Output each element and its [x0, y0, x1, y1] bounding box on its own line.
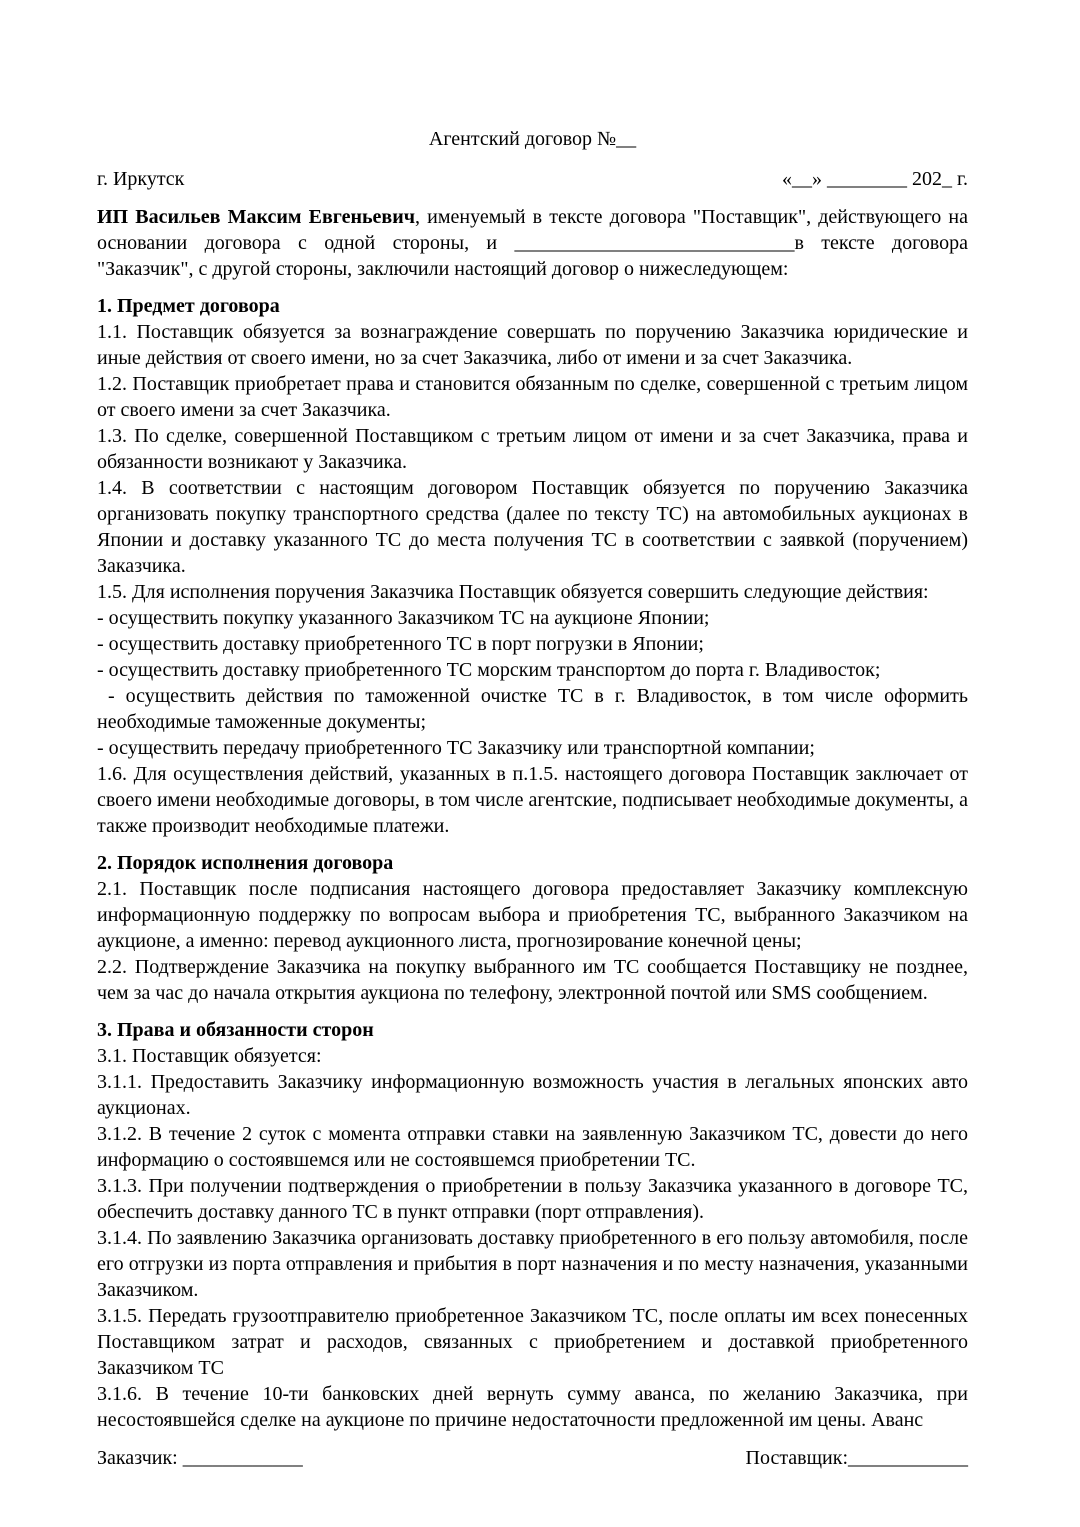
- section-1-heading: 1. Предмет договора: [97, 295, 280, 317]
- city-label: г. Иркутск: [97, 168, 185, 190]
- clause-3-1-2: 3.1.2. В течение 2 суток с момента отправки ставки на заявленную Заказчиком ТС, довести до него информацию о состоявшемся или не состоявшемся приобретении ТС.: [97, 1123, 968, 1171]
- clause-1-5-item-handover: - осуществить передачу приобретенного ТС Заказчику или транспортной компании;: [97, 737, 815, 759]
- clause-1-2: 1.2. Поставщик приобретает права и становится обязанным по сделке, совершенной с третьим лицом от своего имени за счет Заказчика.: [97, 373, 968, 421]
- supplier-signature-blank: Поставщик:____________: [745, 1447, 968, 1469]
- clause-1-5-item-purchase: - осуществить покупку указанного Заказчиком ТС на аукционе Японии;: [97, 607, 710, 629]
- document-title: Агентский договор №__: [428, 128, 637, 150]
- supplier-party-name: ИП Васильев Максим Евгеньевич: [97, 206, 416, 228]
- intro-paragraph: [97, 204, 968, 282]
- clause-1-1: 1.1. Поставщик обязуется за вознаграждение совершать по поручению Заказчика юридические и иные действия от своего имени, но за счет Заказчика, либо от имени и за счет Заказчика.: [97, 321, 968, 369]
- clause-2-2: 2.2. Подтверждение Заказчика на покупку выбранного им ТС сообщается Поставщику не позднее, чем за час до начала открытия аукциона по телефону, электронной почтой или SMS сообщением.: [97, 956, 968, 1004]
- clause-3-1-4: 3.1.4. По заявлению Заказчика организовать доставку приобретенного в его пользу автомобиля, после его отгрузки из порта отправления и прибытия в порт назначения и по месту назначения, указанными Заказчиком.: [97, 1227, 968, 1301]
- clause-2-1: 2.1. Поставщик после подписания настоящего договора предоставляет Заказчику комплексную информационную поддержку по вопросам выбора и приобретения ТС, выбранного Заказчиком на аукционе, а именно: перевод аукционного листа, прогнозирование конечной цены;: [97, 878, 968, 952]
- customer-signature-blank: Заказчик: ____________: [97, 1447, 303, 1469]
- clause-1-3: 1.3. По сделке, совершенной Поставщиком с третьим лицом от имени и за счет Заказчика, права и обязанности возникают у Заказчика.: [97, 425, 968, 473]
- clause-3-1-5: 3.1.5. Передать грузоотправителю приобретенное Заказчиком ТС, после оплаты им всех понесенных Поставщиком затрат и расходов, связанных с приобретением и доставкой приобретенного Заказчиком ТС: [97, 1305, 968, 1379]
- section-subject: [97, 293, 968, 839]
- clause-3-1-6: 3.1.6. В течение 10-ти банковских дней вернуть сумму аванса, по желанию Заказчика, при несостоявшейся сделке на аукционе по причине недостаточности предложенной им цены. Аванс: [97, 1383, 968, 1431]
- section-rights-obligations: [97, 1017, 968, 1433]
- date-blank: «__» ________ 202_ г.: [782, 168, 968, 190]
- intro-text: , именуемый в тексте договора "Поставщик", действующего на основании договора с одной стороны, и ____________________________в тексте договора "Заказчик", с другой стороны, заключили настоящий договор о нижеследующем:: [97, 206, 968, 280]
- clause-3-1-1: 3.1.1. Предоставить Заказчику информационную возможность участия в легальных японских авто аукционах.: [97, 1071, 968, 1119]
- clause-3-1-3: 3.1.3. При получении подтверждения о приобретении в пользу Заказчика указанного в договоре ТС, обеспечить доставку данного ТС в пункт отправки (порт отправления).: [97, 1175, 968, 1223]
- clause-1-5: 1.5. Для исполнения поручения Заказчика Поставщик обязуется совершить следующие действия:: [97, 581, 929, 603]
- clause-3-1: 3.1. Поставщик обязуется:: [97, 1045, 322, 1067]
- clause-1-4: 1.4. В соответствии с настоящим договором Поставщик обязуется по поручению Заказчика организовать покупку транспортного средства (далее по тексту ТС) на автомобильных аукционах в Японии и доставку указанного ТС до места получения ТС в соответствии с заявкой (поручением) Заказчика.: [97, 477, 968, 577]
- section-2-heading: 2. Порядок исполнения договора: [97, 852, 394, 874]
- section-execution-order: [97, 850, 968, 1006]
- clause-1-5-item-sea-transport: - осуществить доставку приобретенного ТС морским транспортом до порта г. Владивосток;: [97, 659, 881, 681]
- clause-1-5-item-delivery-port: - осуществить доставку приобретенного ТС в порт погрузки в Японии;: [97, 633, 704, 655]
- section-3-heading: 3. Права и обязанности сторон: [97, 1019, 374, 1041]
- place-date-row: [97, 166, 968, 192]
- clause-1-5-item-customs: - осуществить действия по таможенной очистке ТС в г. Владивосток, в том числе оформить необходимые таможенные документы;: [97, 685, 968, 733]
- clause-1-6: 1.6. Для осуществления действий, указанных в п.1.5. настоящего договора Поставщик заключает от своего имени необходимые договоры, в том числе агентские, подписывает необходимые документы, а также производит необходимые платежи.: [97, 763, 968, 837]
- signature-row: [97, 1445, 968, 1471]
